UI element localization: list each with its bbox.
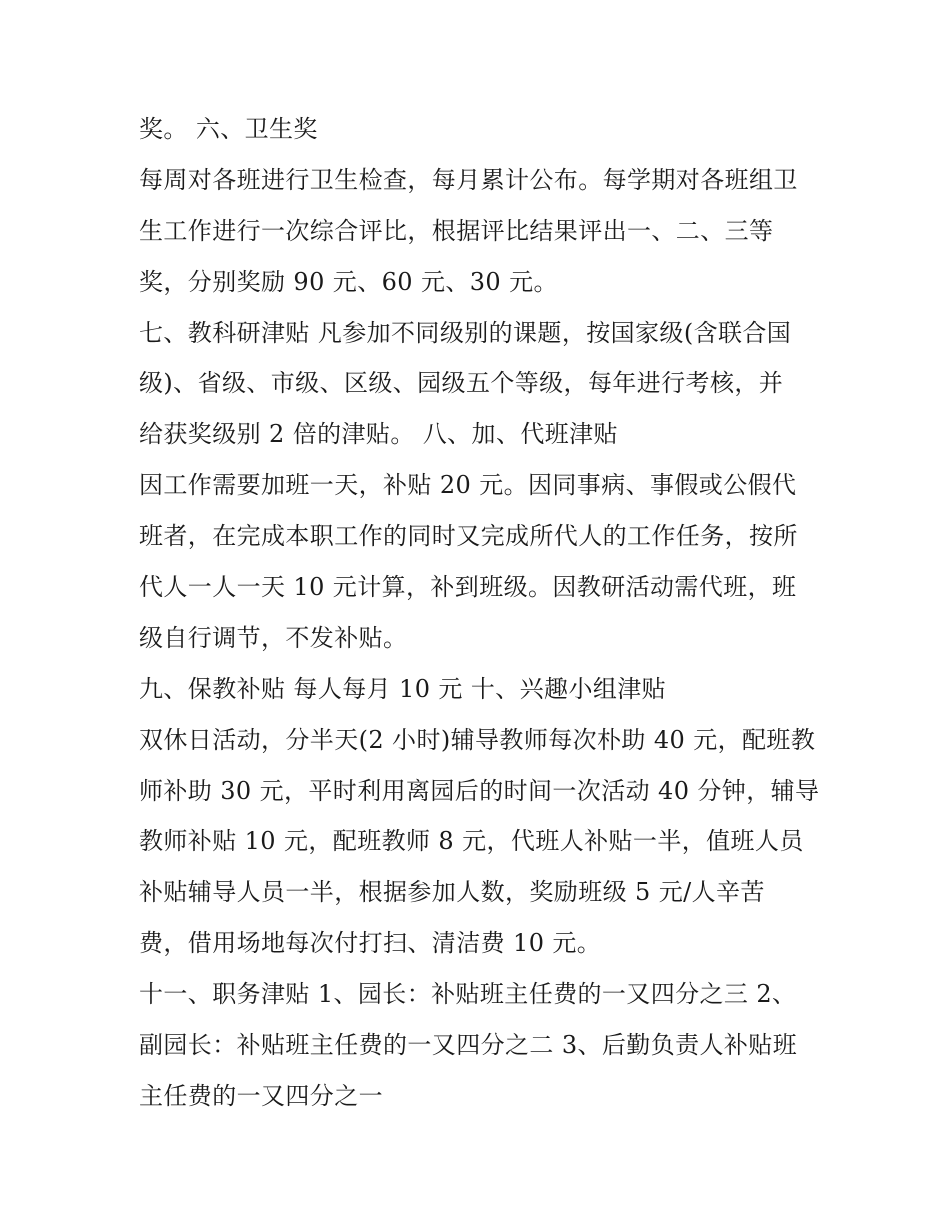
text-line: 生工作进行一次综合评比，根据评比结果评出一、二、三等 <box>139 216 774 245</box>
text-line: 费，借用场地每次付打扫、清洁费 10 元。 <box>139 929 602 958</box>
text-line: 主任费的一又四分之一 <box>139 1081 383 1110</box>
text-line: 每周对各班进行卫生检查，每月累计公布。每学期对各班组卫 <box>139 165 798 194</box>
document-body <box>139 104 829 1122</box>
text-line: 级自行调节，不发补贴。 <box>139 623 408 652</box>
text-line: 副园长：补贴班主任费的一又四分之二 3、后勤负责人补贴班 <box>139 1031 798 1060</box>
text-line: 双休日活动，分半天(2 小时)辅导教师每次朴助 40 元，配班教 <box>139 725 816 754</box>
text-line: 教师补贴 10 元，配班教师 8 元，代班人补贴一半，值班人员 <box>139 827 804 856</box>
text-line: 补贴辅导人员一半，根据参加人数，奖励班级 5 元/人辛苦 <box>139 878 765 907</box>
text-line: 师补助 30 元，平时利用离园后的时间一次活动 40 分钟，辅导 <box>139 776 820 805</box>
text-line: 代人一人一天 10 元计算，补到班级。因教研活动需代班，班 <box>139 573 797 602</box>
text-line: 级)、省级、市级、区级、园级五个等级，每年进行考核，并 <box>139 369 784 398</box>
text-line: 九、保教补贴 每人每月 10 元 十、兴趣小组津贴 <box>139 674 667 703</box>
text-line: 奖，分别奖励 90 元、60 元、30 元。 <box>139 267 558 296</box>
text-line: 七、教科研津贴 凡参加不同级别的课题，按国家级(含联合国 <box>139 318 792 347</box>
text-line: 奖。 六、卫生奖 <box>139 115 318 143</box>
text-line: 班者，在完成本职工作的同时又完成所代人的工作任务，按所 <box>139 522 798 551</box>
text-line: 给获奖级别 2 倍的津贴。 八、加、代班津贴 <box>139 420 618 449</box>
text-line: 因工作需要加班一天，补贴 20 元。因同事病、事假或公假代 <box>139 471 797 500</box>
text-line: 十一、职务津贴 1、园长：补贴班主任费的一又四分之三 2、 <box>139 980 797 1009</box>
